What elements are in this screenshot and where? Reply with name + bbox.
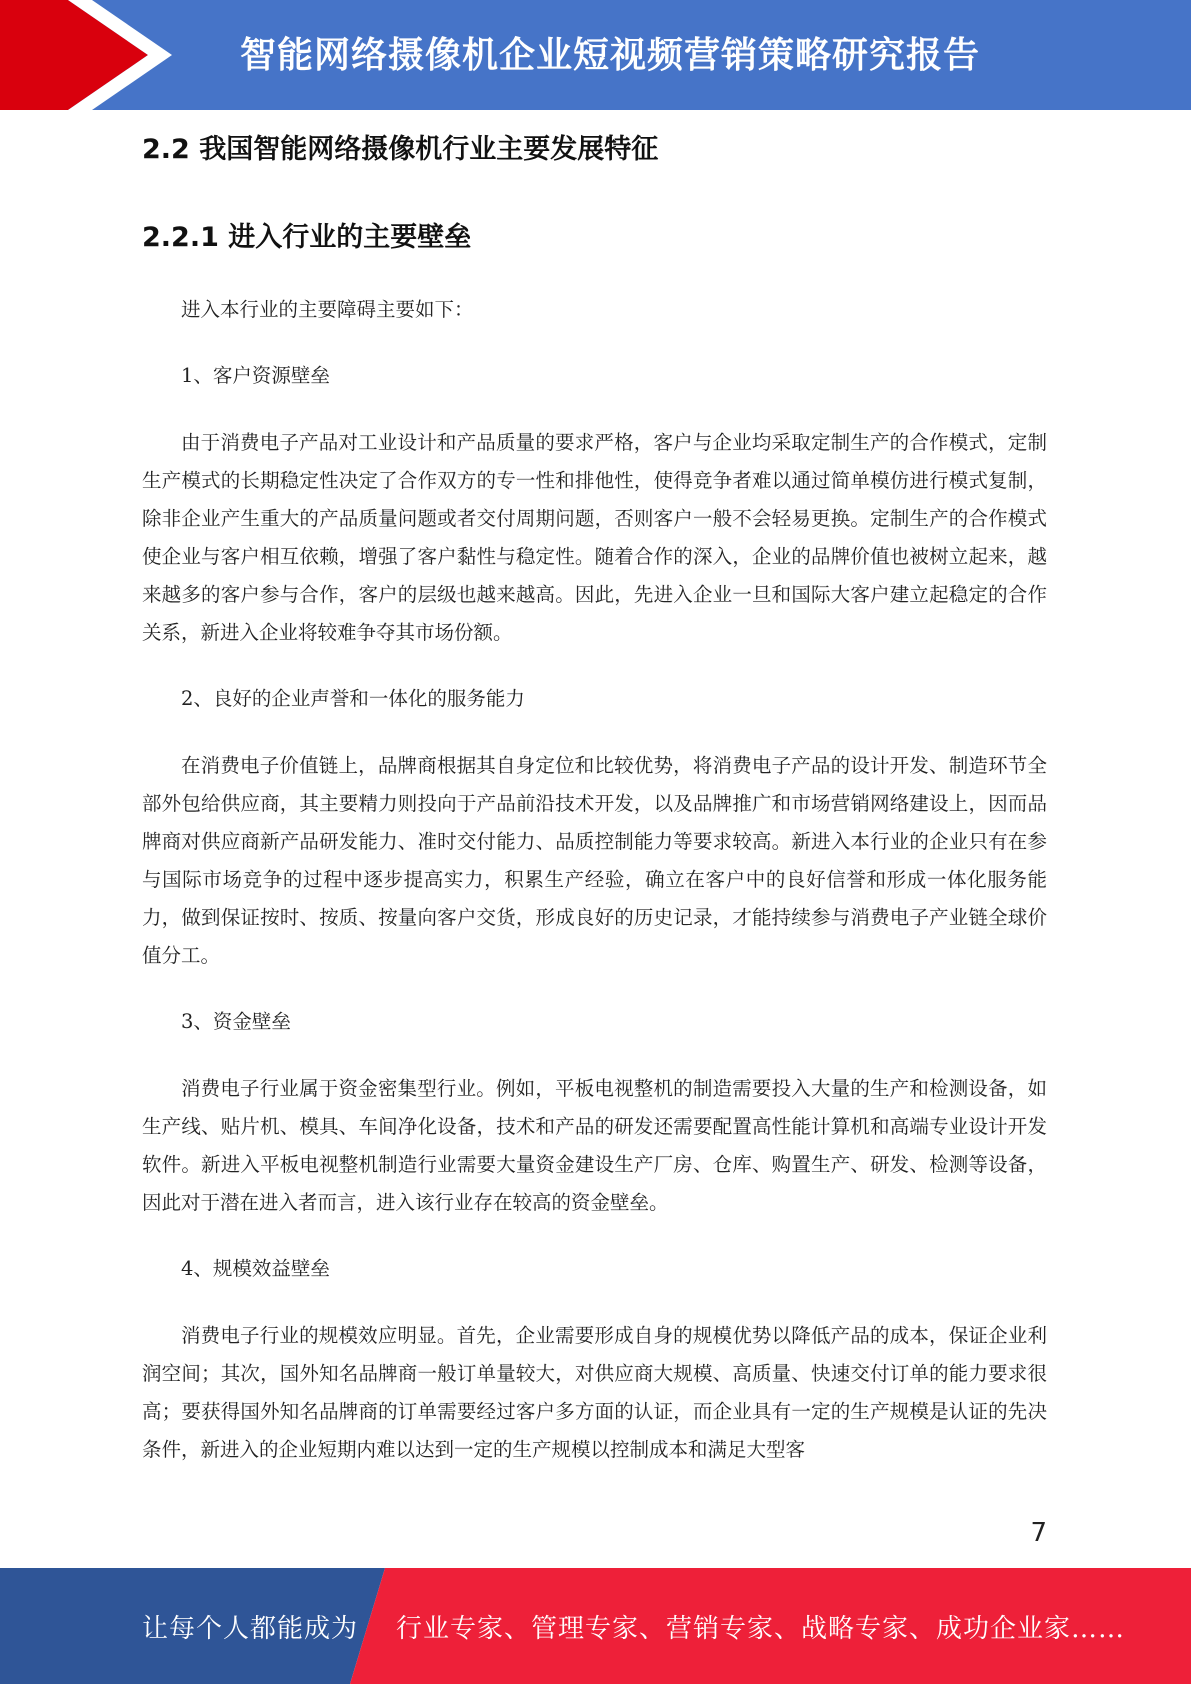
- barrier-title: 4、规模效益壁垒: [181, 1257, 330, 1280]
- barrier-paragraph: 在消费电子价值链上，品牌商根据其自身定位和比较优势，将消费电子产品的设计开发、制造环节全部外包给供应商，其主要精力则投向于产品前沿技术开发，以及品牌推广和市场营销网络建设上，因而品牌商对供应商新产品研发能力、准时交付能力、品质控制能力等要求较高。新进入本行业的企业只有在参与国际市场竞争的过程中逐步提高实力，积累生产经验，确立在客户中的良好信誉和形成一体化服务能力，做到保证按时、按质、按量向客户交货，形成良好的历史记录，才能持续参与消费电子产业链全球价值分工。: [142, 754, 1047, 967]
- page-body: [142, 125, 1047, 1469]
- barrier-paragraph: 消费电子行业属于资金密集型行业。例如，平板电视整机的制造需要投入大量的生产和检测设备，如生产线、贴片机、模具、车间净化设备，技术和产品的研发还需要配置高性能计算机和高端专业设计开发软件。新进入平板电视整机制造行业需要大量资金建设生产厂房、仓库、购置生产、研发、检测等设备，因此对于潜在进入者而言，进入该行业存在较高的资金壁垒。: [142, 1077, 1047, 1214]
- page-footer: [0, 1568, 1191, 1684]
- barrier-title: 1、客户资源壁垒: [181, 364, 330, 387]
- footer-slogan-left: 让每个人都能成为: [142, 1613, 359, 1644]
- barrier-title: 3、资金壁垒: [181, 1010, 291, 1033]
- barrier-paragraph: 消费电子行业的规模效应明显。首先，企业需要形成自身的规模优势以降低产品的成本，保证企业利润空间；其次，国外知名品牌商一般订单量较大，对供应商大规模、高质量、快速交付订单的能力要求很高；要获得国外知名品牌商的订单需要经过客户多方面的认证，而企业具有一定的生产规模是认证的先决条件，新进入的企业短期内难以达到一定的生产规模以控制成本和满足大型客: [142, 1324, 1047, 1461]
- page-header: [0, 0, 1191, 110]
- section-heading: 2.2 我国智能网络摄像机行业主要发展特征: [142, 134, 659, 165]
- intro-paragraph: 进入本行业的主要障碍主要如下：: [181, 298, 474, 321]
- footer-slogan-right: 行业专家、管理专家、营销专家、战略专家、成功企业家……: [396, 1613, 1126, 1644]
- subsection-heading: 2.2.1 进入行业的主要壁垒: [142, 222, 472, 253]
- barrier-title: 2、良好的企业声誉和一体化的服务能力: [181, 687, 525, 710]
- barrier-paragraph: 由于消费电子产品对工业设计和产品质量的要求严格，客户与企业均采取定制生产的合作模式，定制生产模式的长期稳定性决定了合作双方的专一性和排他性，使得竞争者难以通过简单模仿进行模式复制，除非企业产生重大的产品质量问题或者交付周期问题，否则客户一般不会轻易更换。定制生产的合作模式使企业与客户相互依赖，增强了客户黏性与稳定性。随着合作的深入，企业的品牌价值也被树立起来，越来越多的客户参与合作，客户的层级也越来越高。因此，先进入企业一旦和国际大客户建立起稳定的合作关系，新进入企业将较难争夺其市场份额。: [142, 431, 1047, 644]
- report-title: 智能网络摄像机企业短视频营销策略研究报告: [240, 34, 981, 76]
- page-number: 7: [1030, 1518, 1047, 1548]
